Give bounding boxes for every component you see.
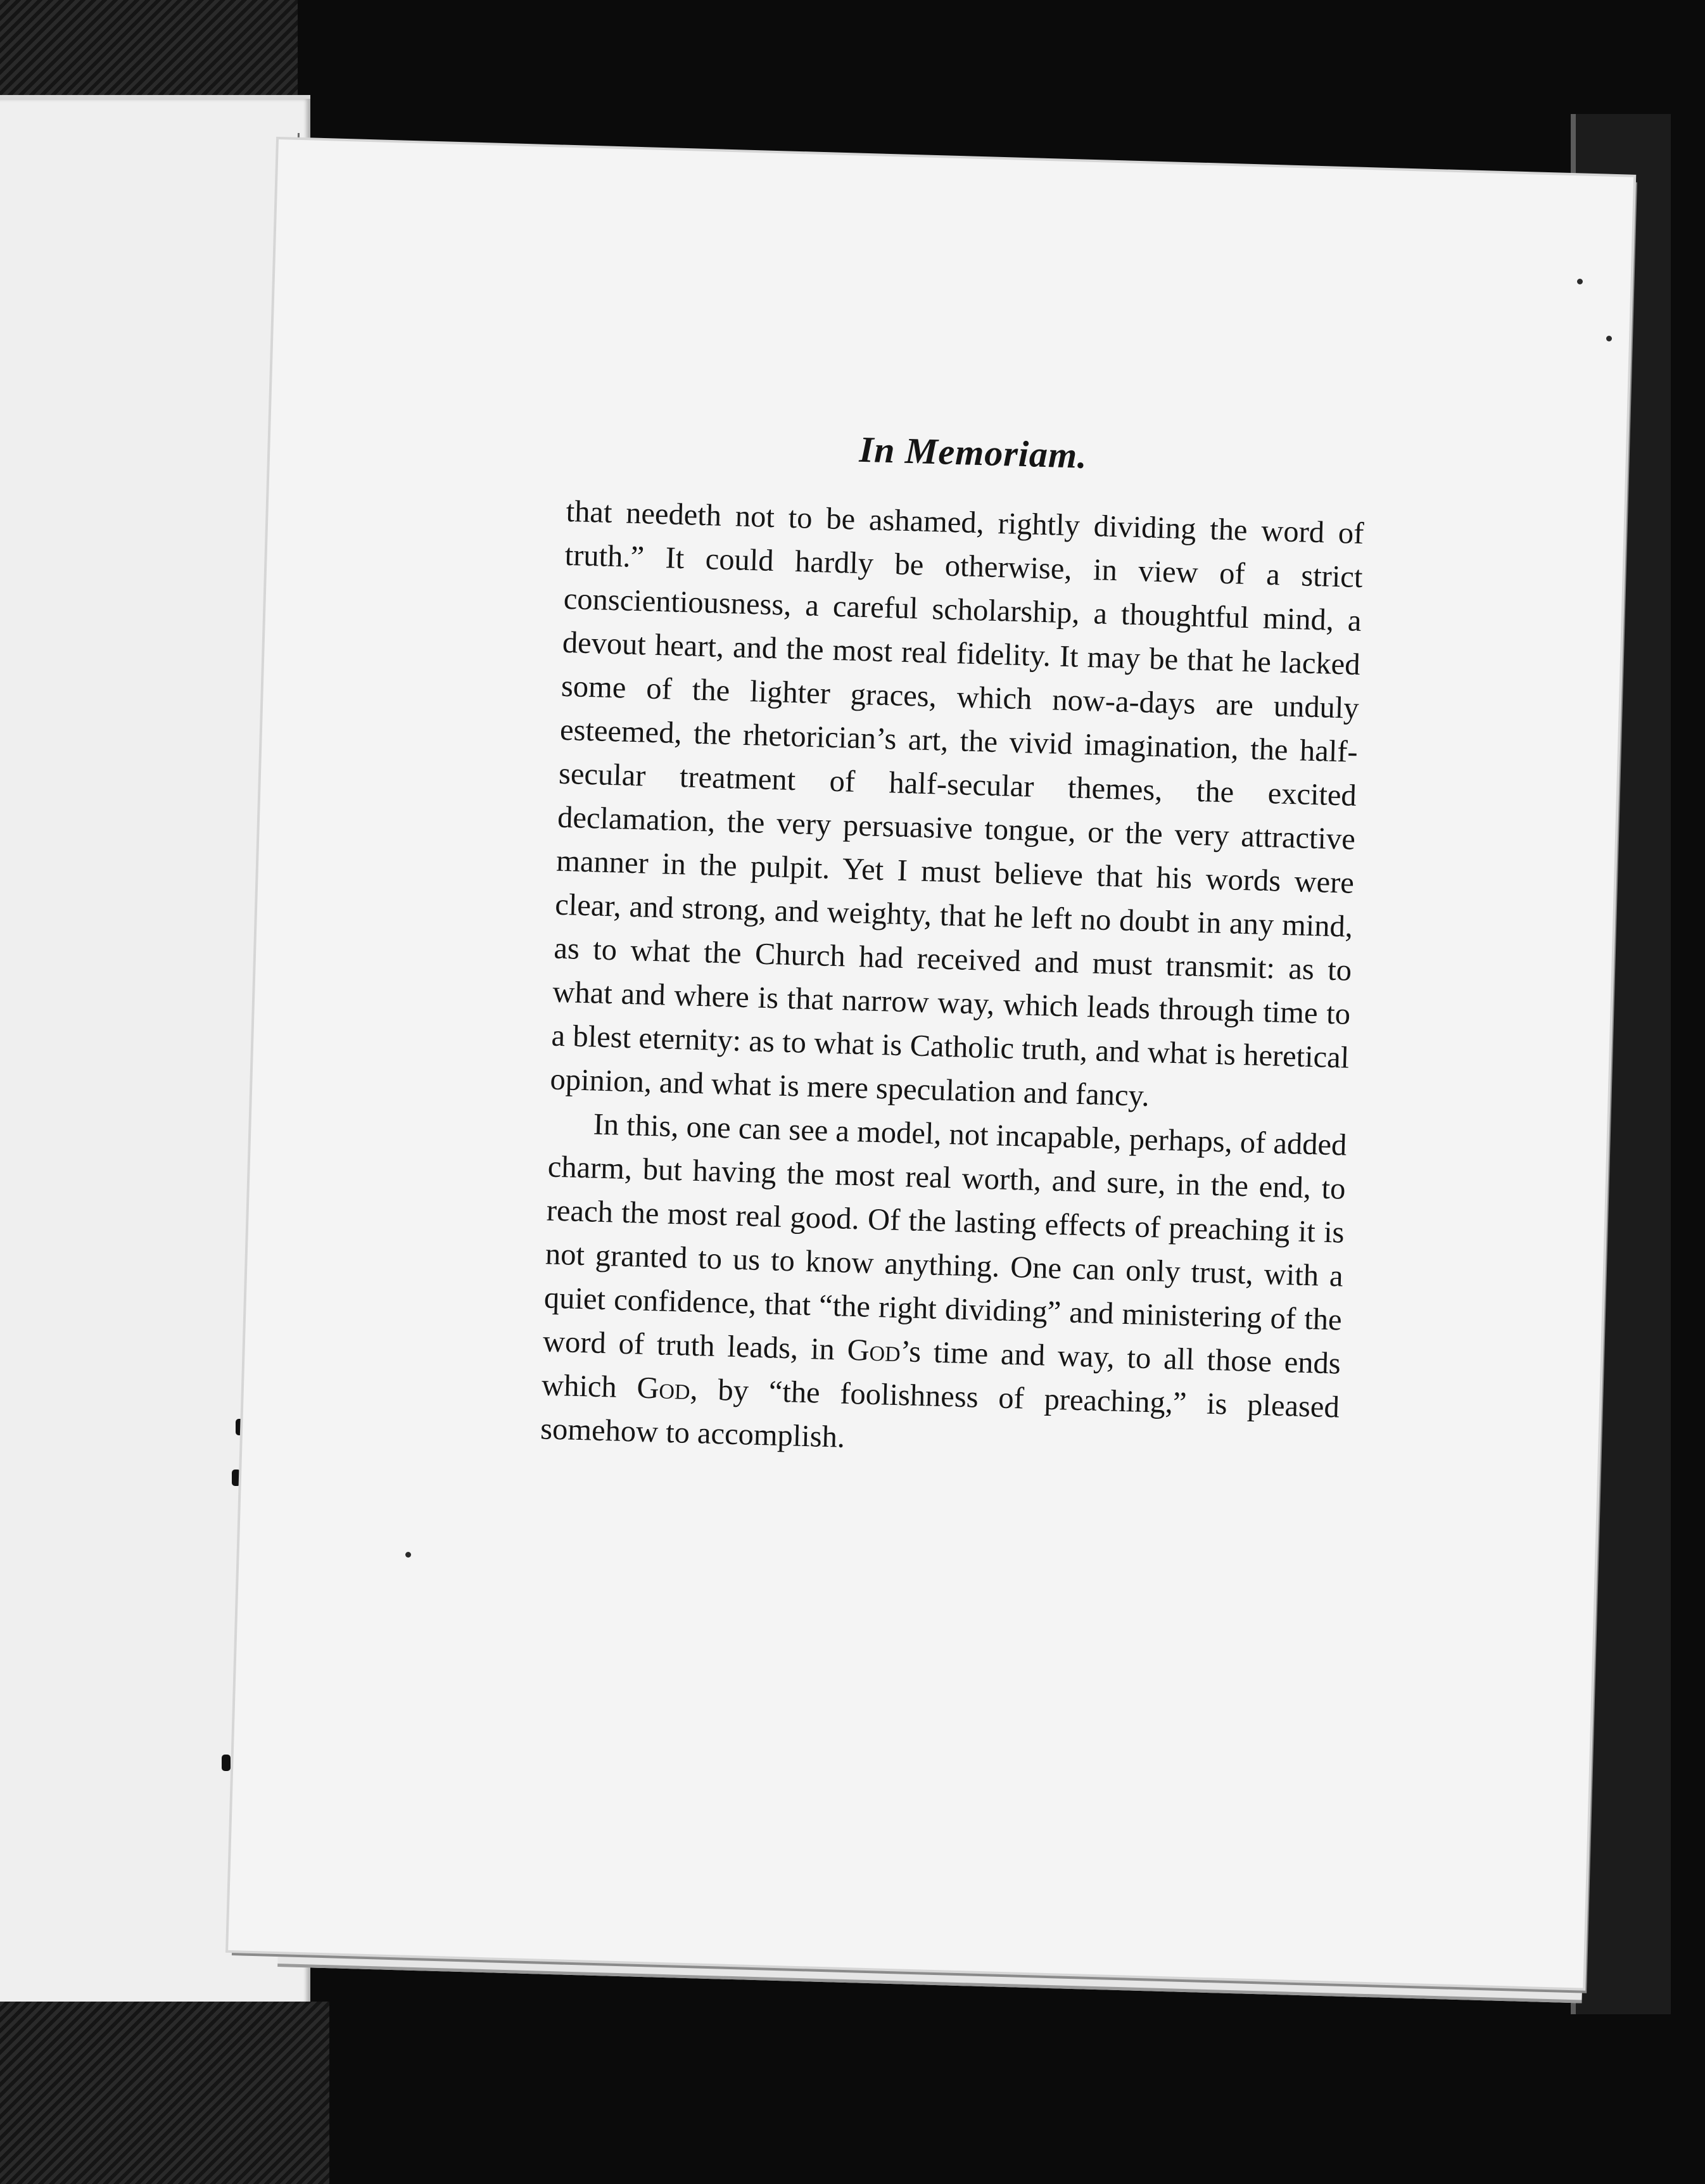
text-run: In this, one can see a model, not incapable, perhaps, of added charm, but having the most real worth, and sure, in the end, to reach the most real good. Of the lasting effects of preaching it is not granted to us to know anything. One can only trust, with a quiet confidence, that “the right dividing” and ministering of the word of truth leads, in <box>542 1107 1348 1367</box>
paragraph <box>540 1102 1347 1473</box>
binding-stitch <box>232 1470 241 1486</box>
text-run: ’s time and way, to all those ends which <box>541 1335 1341 1405</box>
book-binding-top <box>0 0 298 95</box>
paragraph <box>550 490 1364 1124</box>
book-binding-bottom <box>0 2002 329 2184</box>
book-page <box>228 139 1633 1988</box>
running-head: In Memoriam. <box>858 428 1088 476</box>
text-run: , by “the foolishness of preaching,” is pleased somehow to accomplish. <box>540 1372 1340 1454</box>
binding-stitch <box>222 1755 231 1771</box>
small-caps-word: God <box>846 1333 901 1369</box>
scan-speck <box>405 1552 411 1558</box>
small-caps-word: God <box>636 1371 691 1406</box>
scan-speck <box>1577 279 1583 284</box>
scan-speck <box>1606 336 1612 341</box>
text-run: that needeth not to be ashamed, rightly dividing the word of truth.” It could hardly be otherwise, in view of a strict conscientiousness, a careful scholarship, a thoughtful mind, a devout heart, and the most real fidelity. It may be that he lacked some of the lighter graces, which now-a-days are unduly esteemed, the rhetorician’s art, the vivid imagination, the half-secular treatment of half-secular themes, the excited declamation, the very persuasive tongue, or the very attractive manner in the pulpit. Yet I must believe that his words were clear, and strong, and weighty, that he left no doubt in any mind, as to what the Church had received and must transmit: as to what and where is that narrow way, which leads through time to a blest eternity: as to what is Catholic truth, and what is heretical opinion, and what is mere speculation and fancy. <box>549 494 1365 1113</box>
body-text <box>540 490 1364 1473</box>
